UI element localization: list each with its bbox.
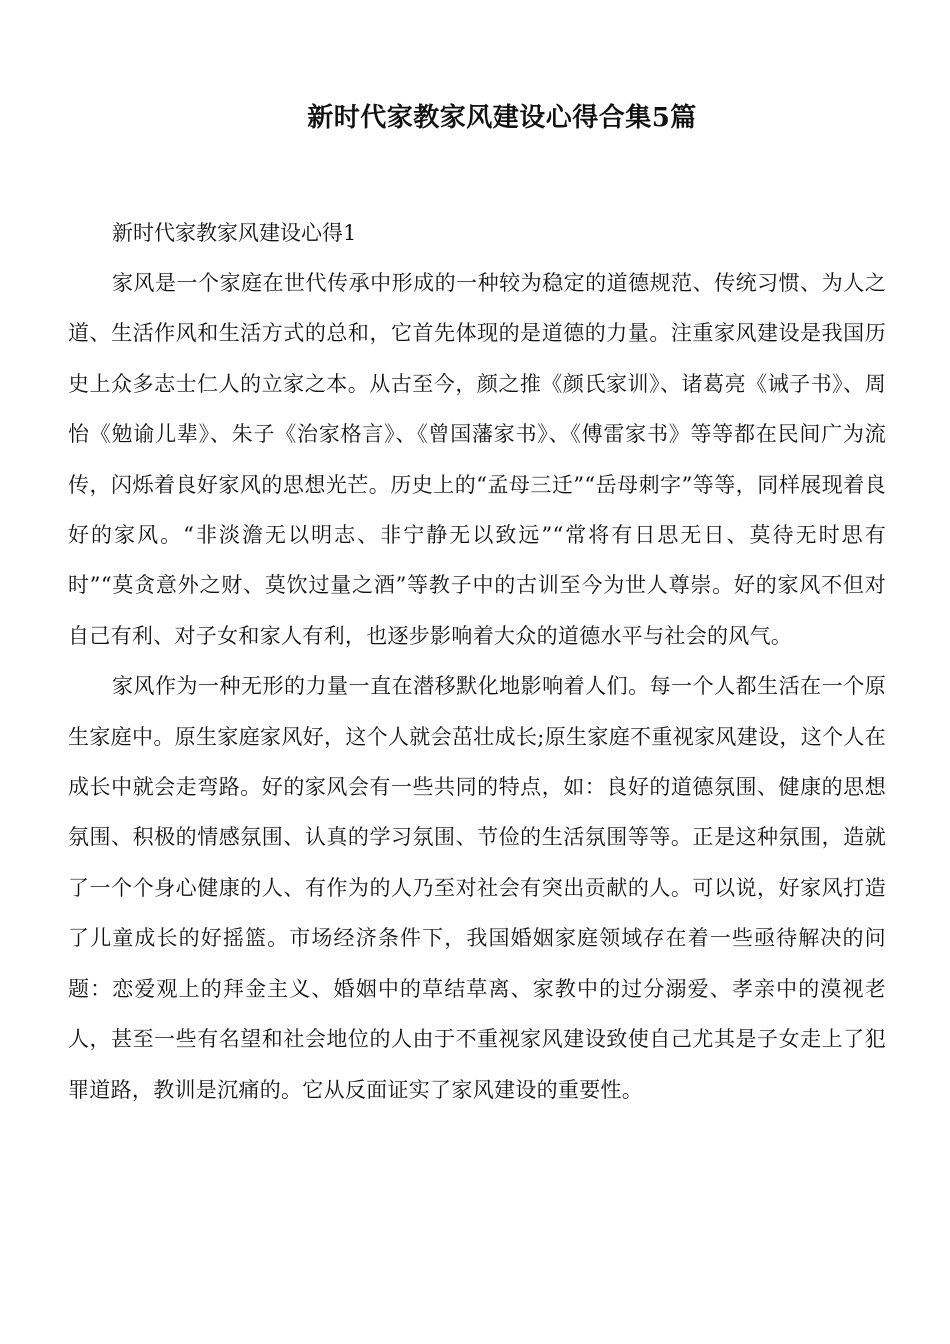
section-heading: 新时代家教家风建设心得1 [112, 221, 357, 245]
paragraph-1: 家风是一个家庭在世代传承中形成的一种较为稳定的道德规范、传统习惯、为人之道、生活作风和生活方式的总和，它首先体现的是道德的力量。注重家风建设是我国历史上众多志士仁人的立家之本。从古至今，颜之推《颜氏家训》、诸葛亮《诫子书》、周怡《勉谕儿辈》、朱子《治家格言》、《曾国藩家书》、《傅雷家书》等等都在民间广为流传，闪烁着良好家风的思想光芒。历史上的“孟母三迁”“岳母刺字”等等，同样展现着良好的家风。“非淡澹无以明志、非宁静无以致远”“常将有日思无日、莫待无时思有时”“莫贪意外之财、莫饮过量之酒”等教子中的古训至今为世人尊崇。好的家风不但对自己有利、对子女和家人有利，也逐步影响着大众的道德水平与社会的风气。 [68, 271, 886, 648]
paragraph-2: 家风作为一种无形的力量一直在潜移默化地影响着人们。每一个人都生活在一个原生家庭中。原生家庭家风好，这个人就会茁壮成长;原生家庭不重视家风建设，这个人在成长中就会走弯路。好的家风会有一些共同的特点，如：良好的道德氛围、健康的思想氛围、积极的情感氛围、认真的学习氛围、节俭的生活氛围等等。正是这种氛围，造就了一个个身心健康的人、有作为的人乃至对社会有突出贡献的人。可以说，好家风打造了儿童成长的好摇篮。市场经济条件下，我国婚姻家庭领域存在着一些亟待解决的问题：恋爱观上的拜金主义、婚姻中的草结草离、家教中的过分溺爱、孝亲中的漠视老人，甚至一些有名望和社会地位的人由于不重视家风建设致使自己尤其是子女走上了犯罪道路，教训是沉痛的。它从反面证实了家风建设的重要性。 [68, 674, 886, 1102]
document-body [68, 208, 886, 1115]
document-title: 新时代家教家风建设心得合集5篇 [307, 103, 697, 133]
